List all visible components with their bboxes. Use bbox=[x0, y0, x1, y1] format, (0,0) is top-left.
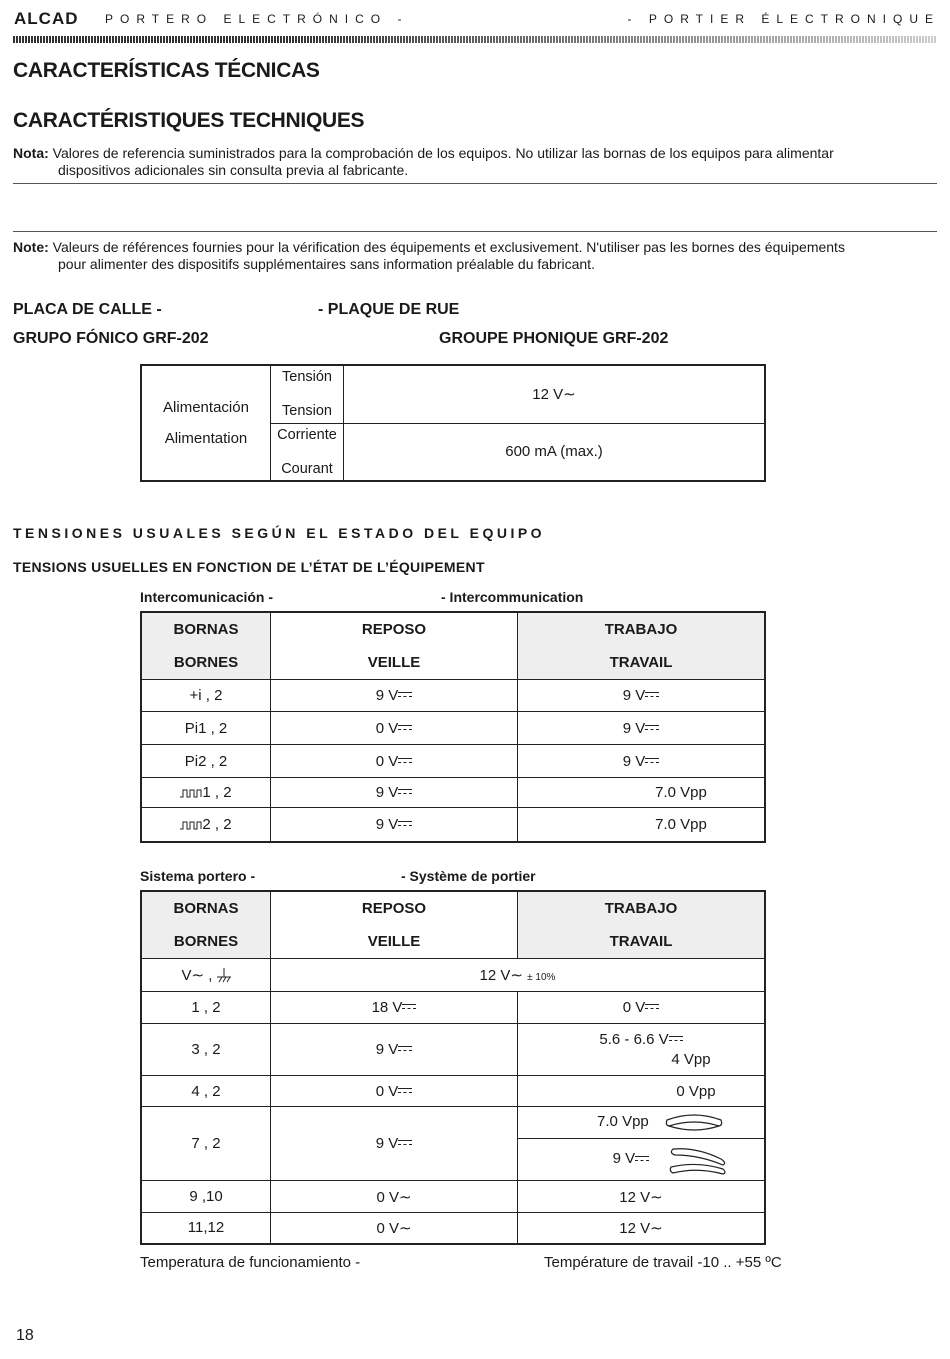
header-terminals-fr: BORNES bbox=[173, 933, 239, 950]
rest-cell: 0 V∼ bbox=[271, 1213, 518, 1244]
rest-cell: 0 V∼ bbox=[271, 1181, 518, 1213]
door-caption-fr: - Système de portier bbox=[401, 868, 536, 884]
terminal-value: V∼ , bbox=[181, 966, 213, 984]
note-es bbox=[13, 145, 937, 179]
power-label-es: Corriente bbox=[277, 426, 337, 443]
dc-symbol-icon bbox=[645, 724, 659, 734]
work-cell: 12 V∼ bbox=[518, 1213, 766, 1244]
power-value: 600 mA (max.) bbox=[344, 423, 766, 481]
header-work-es: TRABAJO bbox=[604, 900, 678, 917]
intercom-caption-fr: - Intercommunication bbox=[441, 589, 584, 605]
header-title-fr: - PORTIER ÉLECTRONIQUE bbox=[627, 12, 940, 26]
header-rest-es: REPOSO bbox=[361, 900, 427, 917]
temperature-fr: Température de travail -10 .. +55 ºC bbox=[544, 1254, 782, 1271]
terminal-cell: Pi2 , 2 bbox=[141, 745, 271, 778]
rest-cell bbox=[271, 1076, 518, 1107]
header-work bbox=[518, 612, 766, 680]
dc-symbol-icon bbox=[402, 1003, 416, 1013]
header-rest-es: REPOSO bbox=[361, 621, 427, 638]
header-rest bbox=[271, 891, 518, 959]
header-work-fr: TRAVAIL bbox=[609, 933, 673, 950]
power-label-cell bbox=[271, 423, 344, 481]
work-value-dc: 5.6 - 6.6 V bbox=[599, 1030, 669, 1048]
rest-value: 18 V bbox=[371, 999, 403, 1016]
header-terminals-fr: BORNES bbox=[173, 654, 239, 671]
header-terminals-es: BORNAS bbox=[173, 900, 239, 917]
handset-off-hook-icon bbox=[667, 1145, 729, 1175]
section-title-fr: - PLAQUE DE RUE bbox=[318, 301, 460, 318]
note-fr-text-1: Valeurs de références fournies pour la vérification des équipements et exclusivement. N'utiliser pas les bornes des équipements bbox=[52, 239, 845, 255]
terminal-cell: +i , 2 bbox=[141, 680, 271, 712]
note-es-text-2: dispositivos adicionales sin consulta previa al fabricante. bbox=[58, 162, 409, 178]
note-es-text-1: Valores de referencia suministrados para la comprobación de los equipos. No utilizar las bornas de los equipos para alimentar bbox=[52, 145, 834, 161]
power-table bbox=[140, 364, 766, 482]
terminal-cell bbox=[141, 808, 271, 842]
dc-symbol-icon bbox=[645, 1003, 659, 1013]
header-rest bbox=[271, 612, 518, 680]
terminal-cell: 1 , 2 bbox=[141, 992, 271, 1024]
door-system-table bbox=[140, 890, 766, 1245]
work-cell bbox=[518, 1107, 766, 1139]
work-cell bbox=[518, 1139, 766, 1181]
power-group-cell bbox=[141, 365, 271, 481]
supply-value: 12 V∼ bbox=[479, 967, 523, 984]
power-label-es: Tensión bbox=[282, 369, 332, 386]
power-label-cell bbox=[271, 365, 344, 423]
work-cell: 12 V∼ bbox=[518, 1181, 766, 1213]
section-title-es: PLACA DE CALLE - bbox=[13, 301, 162, 318]
intercom-caption-es: Intercomunicación - bbox=[140, 589, 274, 605]
dc-symbol-icon bbox=[398, 757, 412, 767]
power-group-fr: Alimentation bbox=[164, 430, 248, 447]
terminal-cell: Pi1 , 2 bbox=[141, 712, 271, 745]
rest-value: 9 V bbox=[375, 1135, 399, 1152]
work-cell bbox=[518, 680, 766, 712]
supply-tolerance: ± 10% bbox=[527, 972, 556, 983]
dc-symbol-icon bbox=[645, 691, 659, 701]
work-value-ac: 4 Vpp bbox=[671, 1050, 711, 1068]
dc-symbol-icon bbox=[398, 1139, 412, 1149]
rest-cell bbox=[271, 778, 518, 808]
rest-value: 9 V bbox=[375, 687, 399, 704]
header-rest-fr: VEILLE bbox=[367, 654, 421, 671]
rest-cell bbox=[271, 745, 518, 778]
handset-on-hook-icon bbox=[663, 1112, 725, 1134]
header-terminals-es: BORNAS bbox=[173, 621, 239, 638]
header-terminals bbox=[141, 612, 271, 680]
rest-value: 0 V bbox=[375, 719, 399, 737]
dc-symbol-icon bbox=[398, 788, 412, 798]
dc-symbol-icon bbox=[669, 1035, 683, 1045]
rest-cell bbox=[271, 1024, 518, 1076]
power-value: 12 V∼ bbox=[344, 365, 766, 423]
intercom-table bbox=[140, 611, 766, 843]
voltages-title-es: TENSIONES USUALES SEGÚN EL ESTADO DEL EQUIPO bbox=[13, 525, 546, 541]
header-terminals bbox=[141, 891, 271, 959]
dc-symbol-icon bbox=[645, 757, 659, 767]
rest-value: 9 V bbox=[375, 815, 399, 833]
header-rest-fr: VEILLE bbox=[367, 933, 421, 950]
door-caption-es: Sistema portero - bbox=[140, 868, 256, 884]
pulse-train-icon bbox=[180, 788, 202, 798]
rest-cell bbox=[271, 712, 518, 745]
work-cell bbox=[518, 712, 766, 745]
terminal-cell bbox=[141, 778, 271, 808]
pulse-train-icon bbox=[180, 820, 202, 830]
work-value: 9 V bbox=[622, 719, 646, 737]
page-number: 18 bbox=[16, 1327, 34, 1344]
terminal-value: 2 , 2 bbox=[202, 815, 232, 833]
voltages-title-fr: TENSIONS USUELLES EN FONCTION DE L’ÉTAT DE L’ÉQUIPEMENT bbox=[13, 559, 485, 575]
header-title-es: PORTERO ELECTRÓNICO - bbox=[105, 12, 409, 26]
header-work bbox=[518, 891, 766, 959]
rest-value: 9 V bbox=[375, 1041, 399, 1058]
terminal-value: 1 , 2 bbox=[202, 784, 232, 801]
dc-symbol-icon bbox=[398, 820, 412, 830]
dc-symbol-icon bbox=[398, 1087, 412, 1097]
work-value: 7.0 Vpp bbox=[655, 815, 707, 833]
header-work-es: TRABAJO bbox=[604, 621, 678, 638]
brand-logo: ALCAD bbox=[14, 9, 79, 28]
divider bbox=[13, 183, 937, 184]
dc-symbol-icon bbox=[398, 691, 412, 701]
rest-cell bbox=[271, 680, 518, 712]
section-sub-fr: GROUPE PHONIQUE GRF-202 bbox=[439, 330, 669, 347]
temperature-es: Temperatura de funcionamiento - bbox=[140, 1254, 361, 1271]
header-work-fr: TRAVAIL bbox=[609, 654, 673, 671]
work-value: 0 V bbox=[622, 999, 646, 1016]
note-fr-label: Note: bbox=[13, 239, 49, 255]
section-sub-es: GRUPO FÓNICO GRF-202 bbox=[13, 330, 209, 347]
terminal-cell: 11,12 bbox=[141, 1213, 271, 1244]
rest-cell bbox=[271, 992, 518, 1024]
rest-cell bbox=[271, 1107, 518, 1181]
work-value: 9 V bbox=[622, 752, 646, 770]
title-fr: CARACTÉRISTIQUES TECHNIQUES bbox=[13, 109, 365, 132]
work-cell bbox=[518, 745, 766, 778]
work-cell bbox=[518, 992, 766, 1024]
dc-symbol-icon bbox=[398, 1045, 412, 1055]
dc-symbol-icon bbox=[635, 1155, 649, 1165]
work-value-dc: 9 V bbox=[612, 1150, 636, 1168]
header-rule bbox=[13, 36, 937, 43]
ground-icon bbox=[217, 968, 231, 984]
terminal-cell: 3 , 2 bbox=[141, 1024, 271, 1076]
terminal-cell: 9 ,10 bbox=[141, 1181, 271, 1213]
work-cell bbox=[518, 778, 766, 808]
work-cell bbox=[518, 808, 766, 842]
note-fr-text-2: pour alimenter des dispositifs supplémentaires sans information préalable du fabricant. bbox=[58, 256, 595, 272]
work-value: 7.0 Vpp bbox=[655, 784, 707, 801]
power-label-fr: Tension bbox=[282, 403, 332, 420]
supply-value-cell bbox=[271, 959, 766, 992]
work-cell bbox=[518, 1024, 766, 1076]
terminal-cell: 4 , 2 bbox=[141, 1076, 271, 1107]
work-value-ac: 7.0 Vpp bbox=[597, 1113, 649, 1131]
note-fr bbox=[13, 239, 937, 273]
rest-value: 0 V bbox=[375, 1082, 399, 1100]
power-group-es: Alimentación bbox=[163, 399, 249, 416]
note-es-label: Nota: bbox=[13, 145, 49, 161]
rest-value: 9 V bbox=[375, 784, 399, 801]
work-value: 9 V bbox=[622, 687, 646, 704]
terminal-cell: 7 , 2 bbox=[141, 1107, 271, 1181]
dc-symbol-icon bbox=[398, 724, 412, 734]
work-value: 0 Vpp bbox=[676, 1082, 716, 1100]
power-label-fr: Courant bbox=[281, 460, 333, 477]
work-cell bbox=[518, 1076, 766, 1107]
divider bbox=[13, 231, 937, 232]
rest-cell bbox=[271, 808, 518, 842]
rest-value: 0 V bbox=[375, 752, 399, 770]
terminal-cell bbox=[141, 959, 271, 992]
title-es: CARACTERÍSTICAS TÉCNICAS bbox=[13, 59, 320, 82]
